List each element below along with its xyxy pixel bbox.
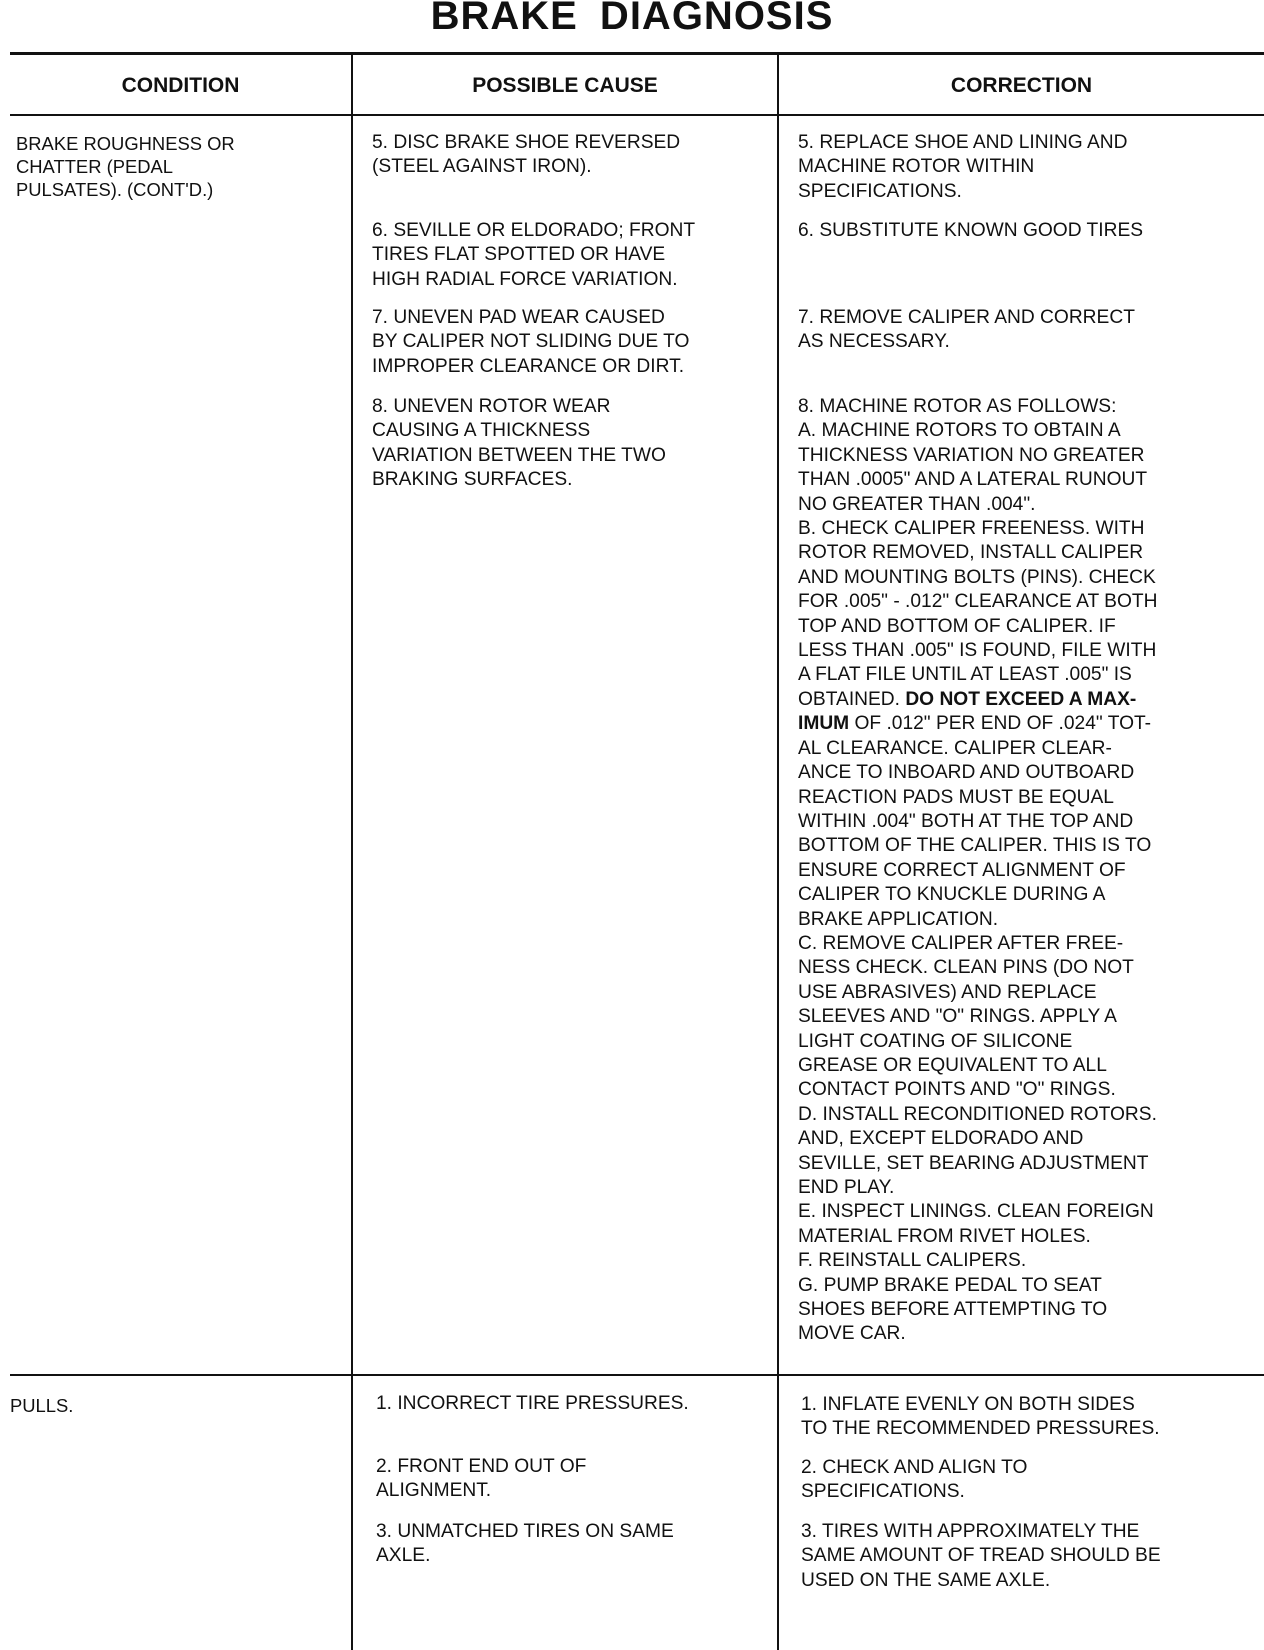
header-possible-cause: POSSIBLE CAUSE: [472, 74, 658, 97]
correction-pulls-2: 2. CHECK AND ALIGN TO SPECIFICATIONS.: [801, 1457, 1028, 1503]
cause-pulls-2: 2. FRONT END OUT OF ALIGNMENT.: [376, 1456, 587, 1502]
column-divider-1: [351, 54, 353, 1650]
header-correction: CORRECTION: [950, 74, 1093, 97]
cause-item-5: 5. DISC BRAKE SHOE REVERSED (STEEL AGAINST IRON).: [372, 132, 681, 178]
correction-pulls-3: 3. TIRES WITH APPROXIMATELY THE SAME AMOUNT OF TREAD SHOULD BE USED ON THE SAME AXLE.: [801, 1521, 1161, 1591]
cause-item-8: 8. UNEVEN ROTOR WEAR CAUSING A THICKNESS VARIATION BETWEEN THE TWO BRAKING SURFACES.: [372, 396, 666, 491]
cause-item-6: 6. SEVILLE OR ELDORADO; FRONT TIRES FLAT SPOTTED OR HAVE HIGH RADIAL FORCE VARIATION.: [372, 220, 696, 290]
correction-item-8-part-a: 8. MACHINE ROTOR AS FOLLOWS: A. MACHINE ROTORS TO OBTAIN A THICKNESS VARIATION NO GREATER THAN .0005" AND A LATERAL RUNOUT NO GREATER THAN .004". B. CHECK CALIPER FREENESS. WITH ROTOR REMOVED, INSTALL CALIPER AND MOUNTING BOLTS (PINS). CHECK FOR .005" - .012" CLEARANCE AT BOTH TOP AND BOTTOM OF CALIPER. IF LESS THAN .005" IS FOUND, FILE WITH A FLAT FILE UNTIL AT LEAST .005" IS OBTAINED.: [798, 396, 1158, 710]
page-title: BRAKE DIAGNOSIS: [430, 0, 834, 38]
correction-item-5: 5. REPLACE SHOE AND LINING AND MACHINE ROTOR WITHIN SPECIFICATIONS.: [798, 132, 1128, 202]
correction-item-8: [798, 395, 1260, 1347]
correction-pulls-1: 1. INFLATE EVENLY ON BOTH SIDES TO THE RECOMMENDED PRESSURES.: [801, 1394, 1160, 1440]
correction-item-8-warning-1: DO NOT EXCEED A MAX-: [905, 688, 1137, 710]
table-top-rule: [10, 52, 1264, 55]
cause-pulls-1: 1. INCORRECT TIRE PRESSURES.: [376, 1393, 689, 1414]
header-condition: CONDITION: [121, 74, 240, 97]
cause-item-7: 7. UNEVEN PAD WEAR CAUSED BY CALIPER NOT SLIDING DUE TO IMPROPER CLEARANCE OR DIRT.: [372, 307, 690, 377]
correction-item-8-warning-2: IMUM: [798, 713, 850, 735]
correction-item-6: 6. SUBSTITUTE KNOWN GOOD TIRES: [798, 220, 1144, 241]
header-bottom-rule: [10, 114, 1264, 116]
condition-pulls: PULLS.: [10, 1395, 74, 1416]
cause-pulls-3: 3. UNMATCHED TIRES ON SAME AXLE.: [376, 1521, 674, 1567]
column-divider-2: [777, 54, 779, 1650]
condition-brake-roughness: BRAKE ROUGHNESS OR CHATTER (PEDAL PULSATES). (CONT'D.): [16, 133, 235, 200]
row-divider-rule: [10, 1374, 1264, 1376]
correction-item-7: 7. REMOVE CALIPER AND CORRECT AS NECESSARY.: [798, 307, 1135, 353]
correction-item-8-part-b: OF .012" PER END OF .024" TOT- AL CLEARANCE. CALIPER CLEAR- ANCE TO INBOARD AND OUTBOARD REACTION PADS MUST BE EQUAL WITHIN .004" BOTH AT THE TOP AND BOTTOM OF THE CALIPER. THIS IS TO ENSURE CORRECT ALIGNMENT OF CALIPER TO KNUCKLE DURING A BRAKE APPLICATION. C. REMOVE CALIPER AFTER FREE- NESS CHECK. CLEAN PINS (DO NOT USE ABRASIVES) AND REPLACE SLEEVES AND "O" RINGS. APPLY A LIGHT COATING OF SILICONE GREASE OR EQUIVALENT TO ALL CONTACT POINTS AND "O" RINGS. D. INSTALL RECONDITIONED ROTORS. AND, EXCEPT ELDORADO AND SEVILLE, SET BEARING ADJUSTMENT END PLAY. E. INSPECT LININGS. CLEAN FOREIGN MATERIAL FROM RIVET HOLES. F. REINSTALL CALIPERS. G. PUMP BRAKE PEDAL TO SEAT SHOES BEFORE ATTEMPTING TO MOVE CAR.: [798, 713, 1157, 1345]
